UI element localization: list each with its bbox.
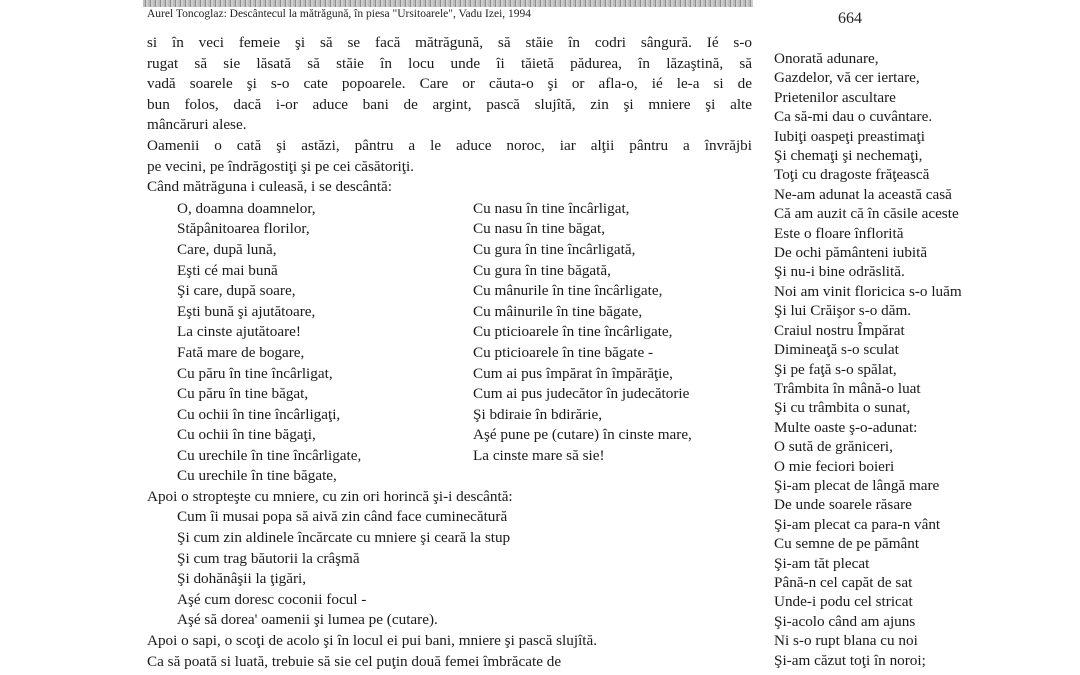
verse-line: Cum ai pus împărat în împărăţie, — [473, 364, 673, 382]
verse-line: O mie feciori boieri — [774, 457, 895, 475]
verse-line: Noi am vinit floricica s-o luăm — [774, 282, 962, 300]
text-line: bun folos, dacă i-or aduce bani de argint, pască slujîtă, zin şi mniere şi alte — [147, 95, 752, 113]
verse-line: Dimineaţă s-o sculat — [774, 341, 899, 359]
verse-line: Şi cum trag băutorii la crâşmă — [177, 549, 360, 567]
text-line: rugat să sie lăsată să stăie în locu unde îi tăietă pădurea, în lăzaştină, să — [147, 54, 752, 72]
verse-line: Cu ochii în tine încârligaţi, — [177, 405, 341, 423]
verse-line: Craiul nostru Împărat — [774, 321, 905, 339]
verse-line: Cu ochii în tine băgaţi, — [177, 426, 316, 444]
verse-line: Şi bdiraie în bdirărie, — [473, 405, 603, 423]
verse-line: Ne-am adunat la această casă — [774, 185, 952, 203]
paragraph-origin — [147, 33, 752, 136]
verse-line: Şi lui Crăişor s-o dăm. — [774, 302, 912, 320]
charm-column-left — [177, 199, 361, 487]
verse-line: De ochi pământeni iubită — [774, 244, 928, 262]
verse-line: Şi care, după soare, — [177, 282, 296, 300]
verse-line: Aşé să dorea' oamenii şi lumea pe (cutare). — [177, 611, 438, 629]
verse-line: Cu urechile în tine băgate, — [177, 467, 337, 485]
text-line: mâncăruri alese. — [147, 116, 247, 134]
verse-line: Ca să-mi dau o cuvântare. — [774, 108, 933, 126]
verse-line: Aşé pune pe (cutare) în cinste mare, — [473, 426, 692, 444]
verse-line: Aşé cum doresc coconii focul - — [177, 590, 367, 608]
verse-line: Eşti bună şi ajutătoare, — [177, 302, 316, 320]
charm-verse — [147, 199, 752, 487]
verse-line: Până-n cel capăt de sat — [774, 573, 913, 591]
verse-line: Şi chemaţi şi nechemaţi, — [774, 147, 923, 165]
text-line: pe vecini, pe îndrăgostiţi şi pe cei căsătoriţi. — [147, 157, 414, 175]
scan-top-edge — [143, 0, 753, 7]
verse-line: Că am auzit că în căsile aceste — [774, 205, 959, 223]
verse-line: Şi pe faţă s-o spălat, — [774, 360, 897, 378]
second-charm-verse — [147, 507, 752, 631]
verse-line: Cu pticioarele în tine încârligate, — [473, 323, 673, 341]
verse-line: Cu nasu în tine încârligat, — [473, 199, 630, 217]
verse-line: Cu păru în tine băgat, — [177, 385, 309, 403]
verse-line: Stăpânitoarea florilor, — [177, 220, 310, 238]
verse-line: La cinste ajutătoare! — [177, 323, 301, 341]
text-line: si în veci femeie şi să se facă mătrăgună, să stăie în codri sângură. Ié s-o — [147, 34, 752, 51]
verse-line: Cu mânurile în tine încârligate, — [473, 282, 663, 300]
verse-line: Şi cu trâmbita o sunat, — [774, 399, 911, 417]
verse-line: Este o floare înflorită — [774, 224, 904, 242]
text-line: Ca să poată si luată, trebuie să sie cel puţin două femei îmbrăcate de — [147, 652, 562, 670]
verse-line: Şi-am plecat ca para-n vânt — [774, 515, 941, 533]
verse-line: Cu nasu în tine băgat, — [473, 220, 606, 238]
verse-line: Onorată adunare, — [774, 50, 879, 67]
verse-line: Iubiţi oaspeţi preastimaţi — [774, 127, 925, 145]
verse-line: Cu semne de pe pământ — [774, 535, 920, 553]
verse-line: De unde soarele răsare — [774, 496, 912, 514]
side-poem-column — [774, 49, 962, 670]
verse-line: Ni s-o rupt blana cu noi — [774, 632, 918, 650]
verse-line: Şi-am căzut toţi în noroi; — [774, 651, 926, 669]
verse-line: Care, după lună, — [177, 240, 277, 258]
verse-line: Şi-acolo când am ajuns — [774, 612, 916, 630]
text-line: vadă soarele şi s-o cate popoarele. Care or căuta-o şi or afla-o, ié le-a si de — [147, 75, 752, 93]
paragraph-purpose — [147, 136, 752, 177]
verse-line: Şi nu-i bine odrăslită. — [774, 263, 905, 281]
main-text-column — [147, 33, 752, 672]
verse-line: Trâmbita în mână-o luat — [774, 379, 921, 397]
text-line: Apoi o sapi, o scoţi de acolo şi în locul ei pui bani, mniere şi pască slujîtă. — [147, 631, 598, 649]
verse-line: Şi dohănâşii la ţigări, — [177, 570, 307, 588]
verse-line: Unde-i podu cel stricat — [774, 593, 913, 611]
verse-line: O sută de grăniceri, — [774, 438, 893, 456]
page-number: 664 — [838, 10, 862, 27]
verse-line: Şi-am tăt plecat — [774, 554, 870, 572]
verse-line: Fată mare de bogare, — [177, 343, 305, 361]
verse-line: Cum îi musai popa să aivă zin când face cuminecătură — [177, 508, 508, 526]
verse-line: Eşti cé mai bună — [177, 261, 278, 279]
verse-line: Prietenilor ascultare — [774, 88, 896, 106]
text-line: Oamenii o cată şi astăzi, pântru a le aduce noroc, iar alţii pântru a învrăjbi — [147, 136, 752, 154]
verse-line: Şi-am plecat de lângă mare — [774, 476, 940, 494]
verse-line: Cu urechile în tine încârligate, — [177, 446, 362, 464]
verse-line: O, doamna doamnelor, — [177, 199, 316, 217]
verse-line: Multe oaste ş-o-adunat: — [774, 418, 918, 436]
verse-line: Cu păru în tine încârligat, — [177, 364, 333, 382]
verse-line: Cu pticioarele în tine băgate - — [473, 343, 654, 361]
verse-line: La cinste mare să sie! — [473, 446, 605, 464]
charm-column-right — [473, 199, 692, 467]
second-charm-intro: Apoi o stropteşte cu mniere, cu zin ori horincă şi-i descântă: — [147, 487, 513, 505]
verse-line: Cum ai pus judecător în judecătorie — [473, 385, 690, 403]
paragraph-closing — [147, 631, 752, 672]
running-header: Aurel Toncoglaz: Descântecul la mătrăgună, în piesa "Ursitoarele", Vadu Izei, 1994 — [147, 8, 532, 20]
charm-intro: Când mătrăguna i culeasă, i se descântă: — [147, 178, 393, 196]
verse-line: Cu gura în tine încârligată, — [473, 240, 636, 258]
verse-line: Toţi cu dragoste frăţească — [774, 166, 930, 184]
verse-line: Cu gura în tine băgată, — [473, 261, 611, 279]
verse-line: Cu mâinurile în tine băgate, — [473, 302, 643, 320]
verse-line: Gazdelor, vă cer iertare, — [774, 69, 920, 87]
verse-line: Şi cum zin aldinele încărcate cu mniere şi ceară la stup — [177, 528, 511, 546]
